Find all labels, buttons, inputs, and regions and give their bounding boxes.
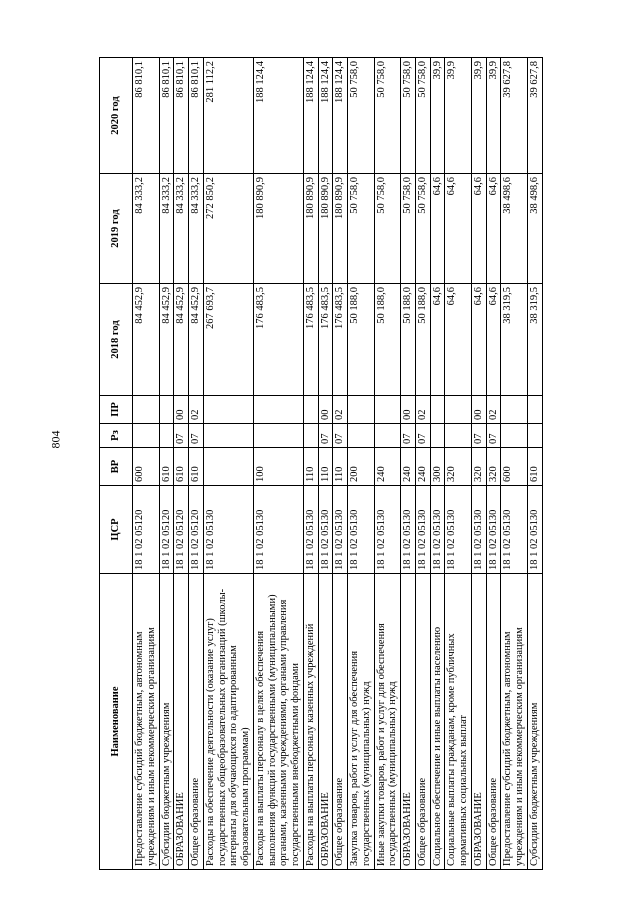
cell-pr — [445, 396, 472, 424]
cell-2019: 64,6 — [445, 174, 472, 284]
header-2019: 2019 год — [100, 174, 133, 284]
table-row — [189, 58, 204, 870]
cell-name: Расходы на выплаты персоналу казенных учреждений — [303, 574, 318, 870]
cell-2020: 50 758,0 — [415, 58, 430, 174]
table-row — [333, 58, 348, 870]
cell-rz — [303, 424, 318, 448]
cell-rz — [348, 424, 375, 448]
table-row — [471, 58, 486, 870]
rotated-table-content — [99, 58, 605, 870]
cell-pr: 00 — [174, 396, 189, 424]
header-pr: ПР — [100, 396, 133, 424]
cell-pr — [133, 396, 160, 424]
table-row — [159, 58, 174, 870]
cell-csr: 18 1 02 05130 — [253, 486, 303, 574]
cell-2018: 176 483,5 — [303, 284, 318, 396]
cell-2020: 86 810,1 — [189, 58, 204, 174]
table-row — [501, 58, 528, 870]
cell-vr: 320 — [471, 448, 486, 486]
cell-csr: 18 1 02 05130 — [318, 486, 333, 574]
cell-csr: 18 1 02 05130 — [501, 486, 528, 574]
cell-2018: 267 693,7 — [203, 284, 253, 396]
cell-rz — [159, 424, 174, 448]
cell-2020: 39 627,8 — [527, 58, 542, 174]
cell-2019: 84 333,2 — [174, 174, 189, 284]
cell-pr — [374, 396, 401, 424]
cell-csr: 18 1 02 05120 — [174, 486, 189, 574]
cell-vr: 110 — [333, 448, 348, 486]
cell-2020: 86 810,1 — [133, 58, 160, 174]
cell-rz: 07 — [189, 424, 204, 448]
cell-pr — [159, 396, 174, 424]
cell-2019: 50 758,0 — [348, 174, 375, 284]
cell-2018: 176 483,5 — [318, 284, 333, 396]
cell-2020: 188 124,4 — [303, 58, 318, 174]
cell-name: Расходы на обеспечение деятельности (оказание услуг) государственных общеобразовательных организаций (школы-интернаты для обучающихся по адаптированным образовательным программам) — [203, 574, 253, 870]
cell-2019: 38 498,6 — [501, 174, 528, 284]
cell-2019: 84 333,2 — [159, 174, 174, 284]
cell-2018: 64,6 — [486, 284, 501, 396]
cell-2020: 86 810,1 — [159, 58, 174, 174]
cell-name: Субсидии бюджетным учреждениям — [527, 574, 542, 870]
cell-rz — [203, 424, 253, 448]
cell-2019: 64,6 — [430, 174, 445, 284]
cell-csr: 18 1 02 05130 — [415, 486, 430, 574]
budget-table — [99, 57, 543, 870]
cell-vr: 610 — [527, 448, 542, 486]
cell-2018: 84 452,9 — [159, 284, 174, 396]
cell-csr: 18 1 02 05130 — [303, 486, 318, 574]
cell-2019: 180 890,9 — [333, 174, 348, 284]
cell-vr: 100 — [253, 448, 303, 486]
cell-rz: 07 — [471, 424, 486, 448]
table-row — [401, 58, 416, 870]
cell-2018: 50 188,0 — [374, 284, 401, 396]
table-row — [174, 58, 189, 870]
cell-vr: 240 — [415, 448, 430, 486]
cell-pr: 02 — [486, 396, 501, 424]
cell-vr: 110 — [303, 448, 318, 486]
cell-2020: 39,9 — [430, 58, 445, 174]
cell-2020: 86 810,1 — [174, 58, 189, 174]
table-row — [303, 58, 318, 870]
cell-csr: 18 1 02 05120 — [159, 486, 174, 574]
cell-2018: 176 483,5 — [253, 284, 303, 396]
cell-2019: 64,6 — [471, 174, 486, 284]
cell-2020: 39,9 — [445, 58, 472, 174]
cell-csr: 18 1 02 05120 — [189, 486, 204, 574]
page-number: 804 — [48, 430, 63, 449]
cell-rz — [501, 424, 528, 448]
cell-name: Общее образование — [189, 574, 204, 870]
cell-vr: 300 — [430, 448, 445, 486]
cell-name: Социальное обеспечение и иные выплаты населению — [430, 574, 445, 870]
cell-2020: 281 112,2 — [203, 58, 253, 174]
cell-pr: 02 — [189, 396, 204, 424]
cell-2018: 84 452,9 — [174, 284, 189, 396]
header-name: Наименование — [100, 574, 133, 870]
header-csr: ЦСР — [100, 486, 133, 574]
cell-csr: 18 1 02 05130 — [333, 486, 348, 574]
cell-2018: 50 188,0 — [348, 284, 375, 396]
cell-name: ОБРАЗОВАНИЕ — [174, 574, 189, 870]
cell-rz — [374, 424, 401, 448]
cell-rz — [133, 424, 160, 448]
header-2018: 2018 год — [100, 284, 133, 396]
cell-rz: 07 — [174, 424, 189, 448]
table-row — [374, 58, 401, 870]
table-row — [348, 58, 375, 870]
cell-2020: 188 124,4 — [318, 58, 333, 174]
cell-rz: 07 — [415, 424, 430, 448]
cell-rz — [527, 424, 542, 448]
cell-pr: 00 — [471, 396, 486, 424]
cell-csr: 18 1 02 05130 — [401, 486, 416, 574]
header-2020: 2020 год — [100, 58, 133, 174]
cell-csr: 18 1 02 05120 — [133, 486, 160, 574]
cell-vr: 600 — [133, 448, 160, 486]
cell-csr: 18 1 02 05130 — [486, 486, 501, 574]
cell-2018: 38 319,5 — [527, 284, 542, 396]
cell-vr: 610 — [159, 448, 174, 486]
cell-rz: 07 — [333, 424, 348, 448]
cell-2020: 39,9 — [471, 58, 486, 174]
cell-rz: 07 — [486, 424, 501, 448]
cell-2019: 50 758,0 — [374, 174, 401, 284]
cell-name: ОБРАЗОВАНИЕ — [401, 574, 416, 870]
cell-2019: 272 850,2 — [203, 174, 253, 284]
cell-2019: 84 333,2 — [133, 174, 160, 284]
cell-2020: 188 124,4 — [333, 58, 348, 174]
cell-pr: 00 — [318, 396, 333, 424]
cell-pr: 00 — [401, 396, 416, 424]
table-row — [318, 58, 333, 870]
cell-name: Общее образование — [486, 574, 501, 870]
cell-2018: 50 188,0 — [415, 284, 430, 396]
cell-csr: 18 1 02 05130 — [445, 486, 472, 574]
cell-pr: 02 — [415, 396, 430, 424]
cell-vr: 610 — [189, 448, 204, 486]
cell-2019: 180 890,9 — [303, 174, 318, 284]
cell-csr: 18 1 02 05130 — [203, 486, 253, 574]
cell-name: Расходы на выплаты персоналу в целях обеспечения выполнения функций государственными (муниципальными) органами, казенными учреждениями, органами управления государственными внебюджетными фондами — [253, 574, 303, 870]
cell-rz: 07 — [401, 424, 416, 448]
cell-2018: 84 452,9 — [133, 284, 160, 396]
cell-pr — [203, 396, 253, 424]
cell-name: ОБРАЗОВАНИЕ — [318, 574, 333, 870]
cell-2020: 50 758,0 — [374, 58, 401, 174]
cell-vr — [203, 448, 253, 486]
cell-rz — [430, 424, 445, 448]
cell-pr — [501, 396, 528, 424]
cell-csr: 18 1 02 05130 — [430, 486, 445, 574]
table-row — [445, 58, 472, 870]
cell-2018: 38 319,5 — [501, 284, 528, 396]
cell-name: ОБРАЗОВАНИЕ — [471, 574, 486, 870]
cell-2020: 50 758,0 — [348, 58, 375, 174]
cell-pr — [527, 396, 542, 424]
cell-name: Предоставление субсидий бюджетным, автономным учреждениям и иным некоммерческим организациям — [501, 574, 528, 870]
cell-pr — [430, 396, 445, 424]
cell-vr: 610 — [174, 448, 189, 486]
cell-2020: 39 627,8 — [501, 58, 528, 174]
cell-pr — [303, 396, 318, 424]
cell-vr: 320 — [486, 448, 501, 486]
table-row — [486, 58, 501, 870]
cell-vr: 600 — [501, 448, 528, 486]
cell-2019: 50 758,0 — [415, 174, 430, 284]
cell-2019: 84 333,2 — [189, 174, 204, 284]
cell-pr — [348, 396, 375, 424]
cell-csr: 18 1 02 05130 — [471, 486, 486, 574]
cell-vr: 240 — [401, 448, 416, 486]
rotated-table-frame — [99, 58, 605, 870]
table-row — [203, 58, 253, 870]
cell-csr: 18 1 02 05130 — [348, 486, 375, 574]
cell-name: Общее образование — [333, 574, 348, 870]
cell-vr: 240 — [374, 448, 401, 486]
cell-vr: 320 — [445, 448, 472, 486]
header-rz: Рз — [100, 424, 133, 448]
cell-2019: 180 890,9 — [318, 174, 333, 284]
cell-pr: 02 — [333, 396, 348, 424]
cell-2020: 50 758,0 — [401, 58, 416, 174]
cell-2018: 50 188,0 — [401, 284, 416, 396]
cell-2018: 176 483,5 — [333, 284, 348, 396]
cell-rz — [253, 424, 303, 448]
cell-2018: 64,6 — [445, 284, 472, 396]
cell-rz — [445, 424, 472, 448]
cell-2018: 64,6 — [430, 284, 445, 396]
cell-2018: 84 452,9 — [189, 284, 204, 396]
cell-2019: 38 498,6 — [527, 174, 542, 284]
table-row — [430, 58, 445, 870]
cell-2019: 64,6 — [486, 174, 501, 284]
cell-2019: 50 758,0 — [401, 174, 416, 284]
cell-name: Предоставление субсидий бюджетным, автономным учреждениям и иным некоммерческим организациям — [133, 574, 160, 870]
cell-name: Субсидии бюджетным учреждениям — [159, 574, 174, 870]
cell-2018: 64,6 — [471, 284, 486, 396]
table-row — [415, 58, 430, 870]
cell-name: Закупка товаров, работ и услуг для обеспечения государственных (муниципальных) нужд — [348, 574, 375, 870]
cell-csr: 18 1 02 05130 — [374, 486, 401, 574]
cell-vr: 200 — [348, 448, 375, 486]
cell-2020: 39,9 — [486, 58, 501, 174]
table-row — [253, 58, 303, 870]
table-row — [133, 58, 160, 870]
cell-name: Иные закупки товаров, работ и услуг для обеспечения государственных (муниципальных) нужд — [374, 574, 401, 870]
header-vr: ВР — [100, 448, 133, 486]
cell-csr: 18 1 02 05130 — [527, 486, 542, 574]
cell-vr: 110 — [318, 448, 333, 486]
table-header-row — [100, 58, 133, 870]
cell-rz: 07 — [318, 424, 333, 448]
cell-name: Общее образование — [415, 574, 430, 870]
cell-2019: 180 890,9 — [253, 174, 303, 284]
cell-pr — [253, 396, 303, 424]
cell-name: Социальные выплаты гражданам, кроме публичных нормативных социальных выплат — [445, 574, 472, 870]
cell-2020: 188 124,4 — [253, 58, 303, 174]
table-row — [527, 58, 542, 870]
table-body — [133, 58, 543, 870]
